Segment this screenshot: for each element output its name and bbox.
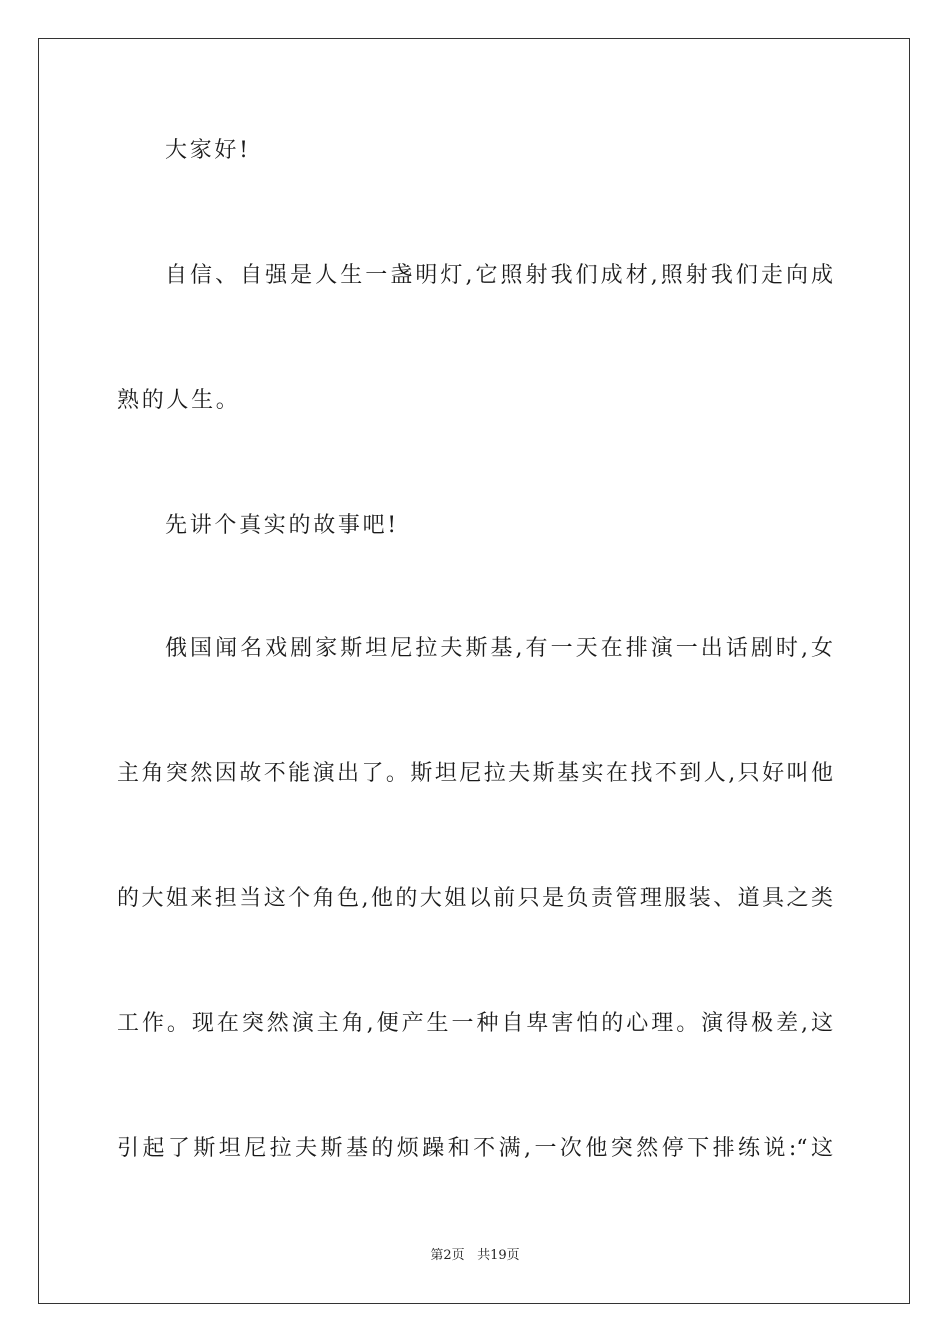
paragraph-line: 工作。现在突然演主角,便产生一种自卑害怕的心理。演得极差,这 [117, 1011, 833, 1036]
paragraph-line: 熟的人生。 [117, 388, 241, 413]
page-footer [0, 1247, 950, 1265]
paragraph-greeting: 大家好! [165, 138, 251, 163]
paragraph-line: 先讲个真实的故事吧! [165, 513, 399, 538]
paragraph-line: 俄国闻名戏剧家斯坦尼拉夫斯基,有一天在排演一出话剧时,女 [165, 636, 833, 661]
paragraph-line: 的大姐来担当这个角色,他的大姐以前只是负责管理服装、道具之类 [117, 886, 833, 911]
page-total: 共19页 [477, 1248, 520, 1263]
paragraph-line: 引起了斯坦尼拉夫斯基的烦躁和不满,一次他突然停下排练说:“这 [117, 1136, 833, 1161]
page-border [38, 38, 910, 1304]
page-number: 第2页 [430, 1248, 465, 1263]
paragraph-line: 自信、自强是人生一盏明灯,它照射我们成材,照射我们走向成 [165, 263, 833, 288]
paragraph-line: 主角突然因故不能演出了。斯坦尼拉夫斯基实在找不到人,只好叫他 [117, 761, 833, 786]
